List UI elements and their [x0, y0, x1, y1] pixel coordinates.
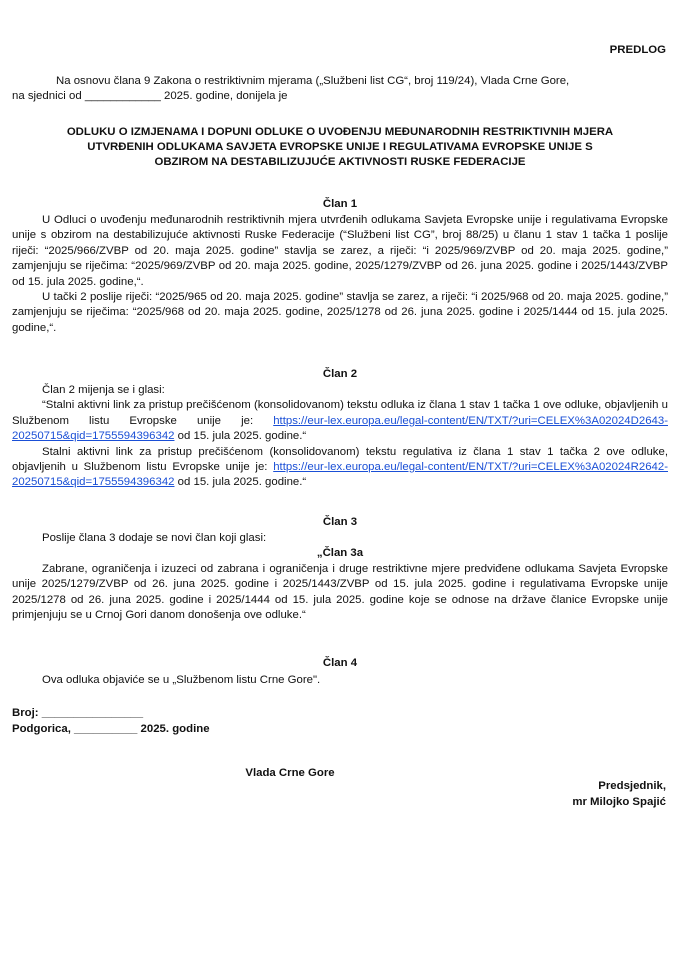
signatory-role: Predsjednik, [598, 780, 666, 792]
clan-2-body [12, 383, 668, 491]
predlog-label: PREDLOG [609, 44, 666, 56]
clan-2-p2-date: od 15. jula 2025. godine.“ [174, 430, 307, 443]
intro-line-2: na sjednici od ____________ 2025. godine, donijela je [12, 90, 288, 103]
clan-2-heading: Član 2 [322, 368, 358, 380]
clan-3-paragraph-2: Zabrane, ograničenja i izuzeci od zabrana i ograničenja i druge restriktivne mjere predviđene odlukama Savjeta Evropske unije 2025/1279/ZVBP od 26. juna 2025. godine i 2025/1443/ZVBP od 15. jula 2025. godine i regulativama Evropske unije 2025/1278 od 26. juna 2025. godine i 2025/1444 od 15. jula 2025. godine koje se odnose na države članice Evropske unije primjenjuju se u Crnoj Gori danom donošenja ove odluke.“ [12, 562, 668, 622]
broj-line: Broj: ________________ [12, 707, 144, 719]
document-title [8, 125, 672, 169]
clan-1-paragraph-1: U Odluci o uvođenju međunarodnih restriktivnih mjera utvrđenih odlukama Savjeta Evropske unije i regulativama Evropske unije s obzirom na destabilizujuće aktivnosti Ruske Federacije (“Službeni list CG”, broj 88/25) u članu 1 stav 1 tačka 1 poslije riječi: “2025/966/ZVBP od 20. maja 2025. godine” stavlja se zarez, a riječi: “i 2025/969/ZVBP od 20. maja 2025. godine,” zamjenjuju se riječima: “2025/969/ZVBP od 20. maja 2025. godine, 2025/1279/ZVBP od 26. juna 2025. godine i 2025/1443/ZVBP od 15. jula 2025. godine,“. [12, 214, 668, 288]
clan-3-paragraph-1: Poslije člana 3 dodaje se novi član koji glasi: [42, 532, 267, 544]
clan-4-body [12, 673, 668, 688]
clan-3-heading: Član 3 [322, 516, 358, 528]
clan-1-paragraph-2: U tački 2 poslije riječi: “2025/965 od 20. maja 2025. godine” stavlja se zarez, a riječi: “i 2025/968 od 20. maja 2025. godine,” zamjenjuju se riječima: “2025/968 od 20. maja 2025. godine, 2025/1278 od 26. juna 2025. godine i 2025/1444 od 15. jula 2025. godine,“. [12, 291, 668, 334]
clan-3-body [12, 531, 668, 623]
clan-2-p3-text: Stalni aktivni link za pristup prečišćenom (konsolidovanom) tekstu regulativa iz člana 1 stav 1 tačka 2 ove odluke, objavljenih u Službenom listu Evropske unije je: [12, 445, 668, 474]
eur-lex-regulation-link[interactable]: https://eur-lex.europa.eu/legal-content/EN/TXT/?uri=CELEX%3A02024R2642-20250715&qid=1755594396342 [12, 461, 668, 489]
title-line-3: OBZIROM NA DESTABILIZUJUĆE AKTIVNOSTI RUSKE FEDERACIJE [154, 155, 526, 168]
intro-paragraph [12, 74, 668, 105]
clan-4-heading: Član 4 [322, 657, 358, 669]
eur-lex-decision-link[interactable]: https://eur-lex.europa.eu/legal-content/EN/TXT/?uri=CELEX%3A02024D2643-20250715&qid=1755594396342 [12, 414, 668, 443]
title-line-2: UTVRĐENIH ODLUKAMA SAVJETA EVROPSKE UNIJE I REGULATIVAMA EVROPSKE UNIJE S [87, 140, 593, 153]
title-line-1: ODLUKU O IZMJENAMA I DOPUNI ODLUKE O UVOĐENJU MEĐUNARODNIH RESTRIKTIVNIH MJERA [66, 126, 614, 138]
clan-2-paragraph-3 [12, 445, 668, 491]
clan-4-paragraph-1: Ova odluka objaviće se u „Službenom listu Crne Gore". [42, 674, 321, 686]
clan-1-body [12, 213, 668, 336]
intro-line-1: Na osnovu člana 9 Zakona o restriktivnim mjerama („Službeni list CG“, broj 119/24), Vlada Crne Gore, [56, 75, 570, 87]
government-label: Vlada Crne Gore [245, 767, 335, 779]
signatory-name: mr Milojko Spajić [572, 796, 666, 808]
clan-2-paragraph-1: Član 2 mijenja se i glasi: [42, 384, 165, 396]
clan-2-p3-date: od 15. jula 2025. godine.“ [174, 476, 307, 489]
clan-1-heading: Član 1 [322, 198, 358, 210]
place-date-line: Podgorica, __________ 2025. godine [12, 723, 210, 735]
clan-3a-heading: „Član 3a [316, 547, 364, 560]
clan-2-p2-text: “Stalni aktivni link za pristup prečišćenom (konsolidovanom) tekstu odluka iz člana 1 stav 1 tačka 1 ove odluke, objavljenih u Službenom listu Evropske unije je: [12, 399, 668, 427]
clan-2-paragraph-2 [12, 398, 668, 444]
